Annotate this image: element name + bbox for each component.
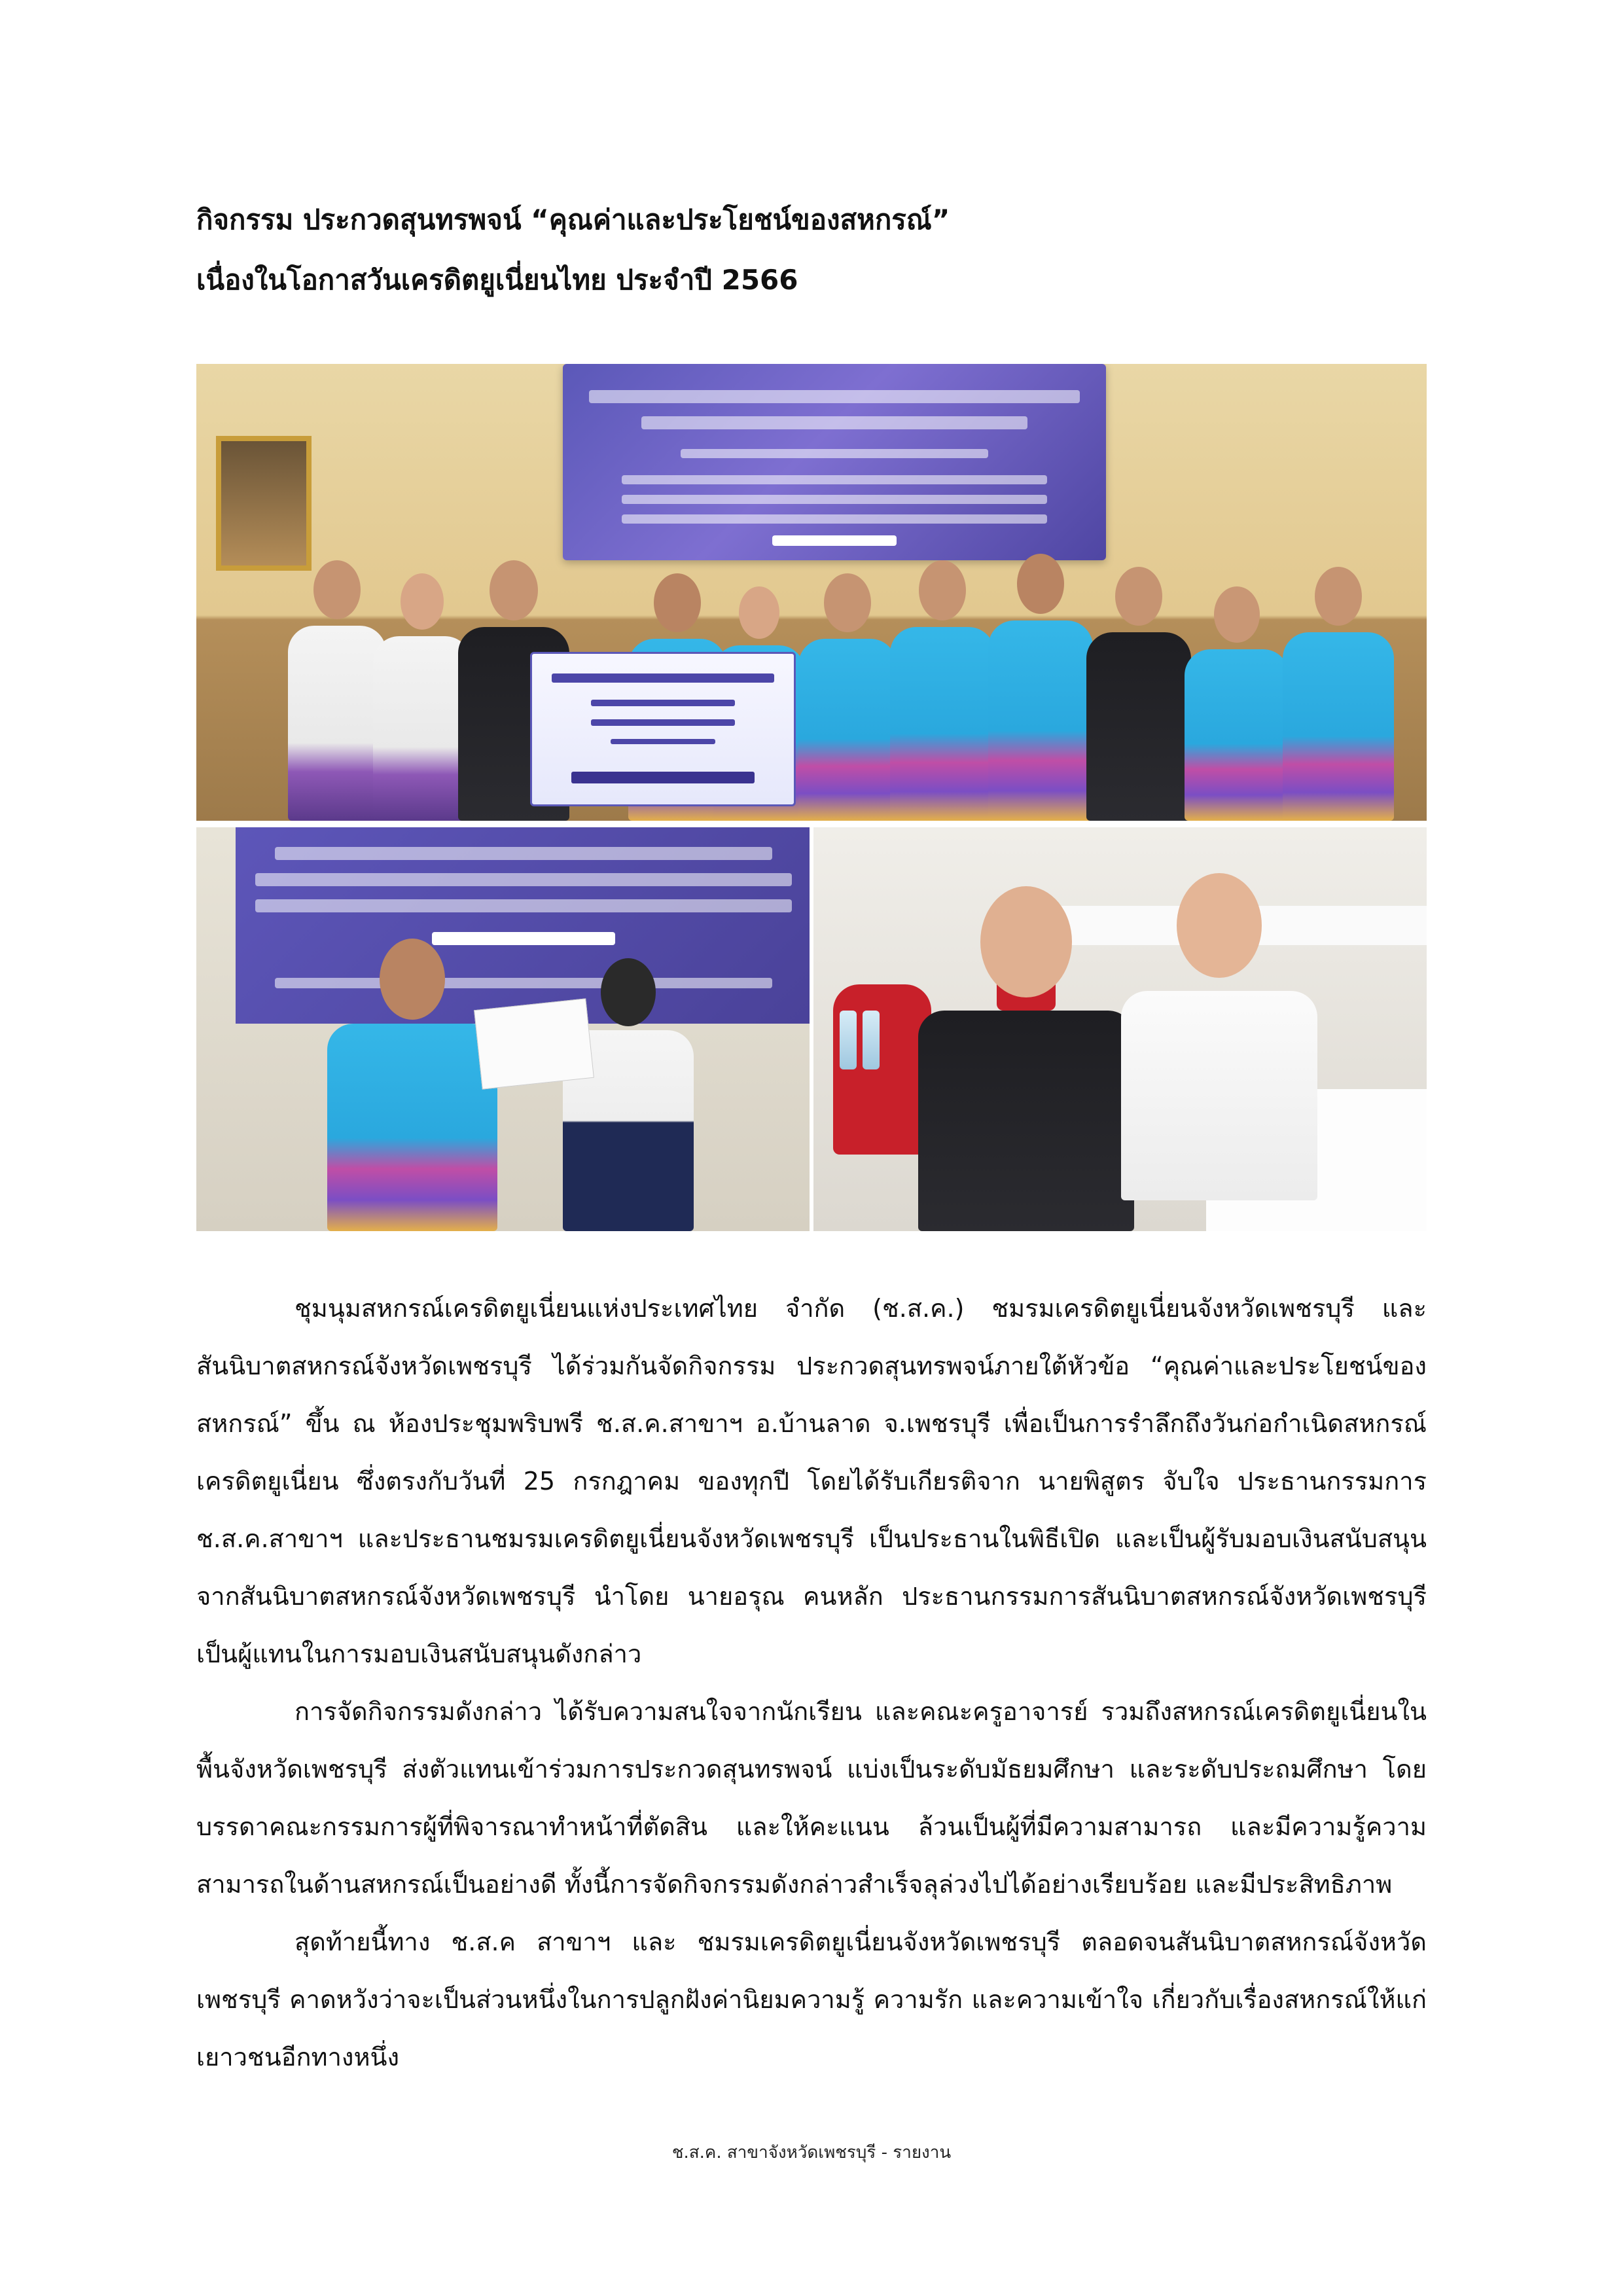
- donation-cheque: [530, 652, 796, 806]
- person: [1121, 873, 1317, 1200]
- event-banner: [563, 364, 1106, 560]
- event-banner: [236, 827, 810, 1024]
- paragraph-1: ชุมนุมสหกรณ์เครดิตยูเนี่ยนแห่งประเทศไทย จำกัด (ช.ส.ค.) ชมรมเครดิตยูเนี่ยนจังหวัดเพชรบุรี และสันนิบาตสหกรณ์จังหวัดเพชรบุรี ได้ร่วมกันจัดกิจกรรม ประกวดสุนทรพจน์ภายใต้หัวข้อ “คุณค่าและประโยชน์ของสหกรณ์” ขึ้น ณ ห้องประชุมพริบพรี ช.ส.ค.สาขาฯ อ.บ้านลาด จ.เพชรบุรี เพื่อเป็นการรำลึกถึงวันก่อกำเนิดสหกรณ์เครดิตยูเนี่ยน ซึ่งตรงกับวันที่ 25 กรกฎาคม ของทุกปี โดยได้รับเกียรติจาก นายพิสูตร จับใจ ประธานกรรมการ ช.ส.ค.สาขาฯ และประธานชมรมเครดิตยูเนี่ยนจังหวัดเพชรบุรี เป็นประธานในพิธีเปิด และเป็นผู้รับมอบเงินสนับสนุนจากสันนิบาตสหกรณ์จังหวัดเพชรบุรี นำโดย นายอรุณ คนหลัก ประธานกรรมการสันนิบาตสหกรณ์จังหวัดเพชรบุรี เป็นผู้แทนในการมอบเงินสนับสนุนดังกล่าว: [196, 1294, 1427, 1668]
- certificate: [474, 998, 594, 1089]
- document-title: [196, 190, 1440, 310]
- person: [798, 573, 897, 821]
- article-body: [196, 1280, 1427, 2086]
- audience-photo: [813, 827, 1427, 1231]
- title-line-2: เนื่องในโอกาสวันเครดิตยูเนี่ยนไทย ประจำปี 2566: [196, 264, 798, 296]
- group-photo: [196, 364, 1427, 821]
- page-footer: ช.ส.ค. สาขาจังหวัดเพชรบุรี - รายงาน: [671, 2143, 952, 2162]
- person: [988, 554, 1093, 821]
- person: [327, 939, 497, 1231]
- paragraph-3: สุดท้ายนี้ทาง ช.ส.ค สาขาฯ และ ชมรมเครดิตยูเนี่ยนจังหวัดเพชรบุรี ตลอดจนสันนิบาตสหกรณ์จังหวัดเพชรบุรี คาดหวังว่าจะเป็นส่วนหนึ่งในการปลูกฝังค่านิยมความรู้ ความรัก และความเข้าใจ เกี่ยวกับเรื่องสหกรณ์ให้แก่เยาวชนอีกทางหนึ่ง: [196, 1928, 1427, 2072]
- person: [918, 886, 1134, 1231]
- photo-collage: [196, 364, 1427, 1231]
- paragraph-2: การจัดกิจกรรมดังกล่าว ได้รับความสนใจจากนักเรียน และคณะครูอาจารย์ รวมถึงสหกรณ์เครดิตยูเนี่ยนในพื้นจังหวัดเพชรบุรี ส่งตัวแทนเข้าร่วมการประกวดสุนทรพจน์ แบ่งเป็นระดับมัธยมศึกษา และระดับประถมศึกษา โดยบรรดาคณะกรรมการผู้ที่พิจารณาทำหน้าที่ตัดสิน และให้คะแนน ล้วนเป็นผู้ที่มีความสามารถ และมีความรู้ความสามารถในด้านสหกรณ์เป็นอย่างดี ทั้งนี้การจัดกิจกรรมดังกล่าวสำเร็จลุล่วงไปได้อย่างเรียบร้อย และมีประสิทธิภาพ: [196, 1697, 1427, 1899]
- royal-portrait: [216, 436, 312, 571]
- person: [1086, 567, 1191, 821]
- person: [288, 560, 386, 821]
- person: [1185, 586, 1289, 821]
- person: [373, 573, 471, 821]
- person: [1283, 567, 1394, 821]
- title-line-1: กิจกรรม ประกวดสุนทรพจน์ “คุณค่าและประโยชน์ของสหกรณ์”: [196, 204, 950, 236]
- person: [890, 560, 995, 821]
- certificate-photo: [196, 827, 810, 1231]
